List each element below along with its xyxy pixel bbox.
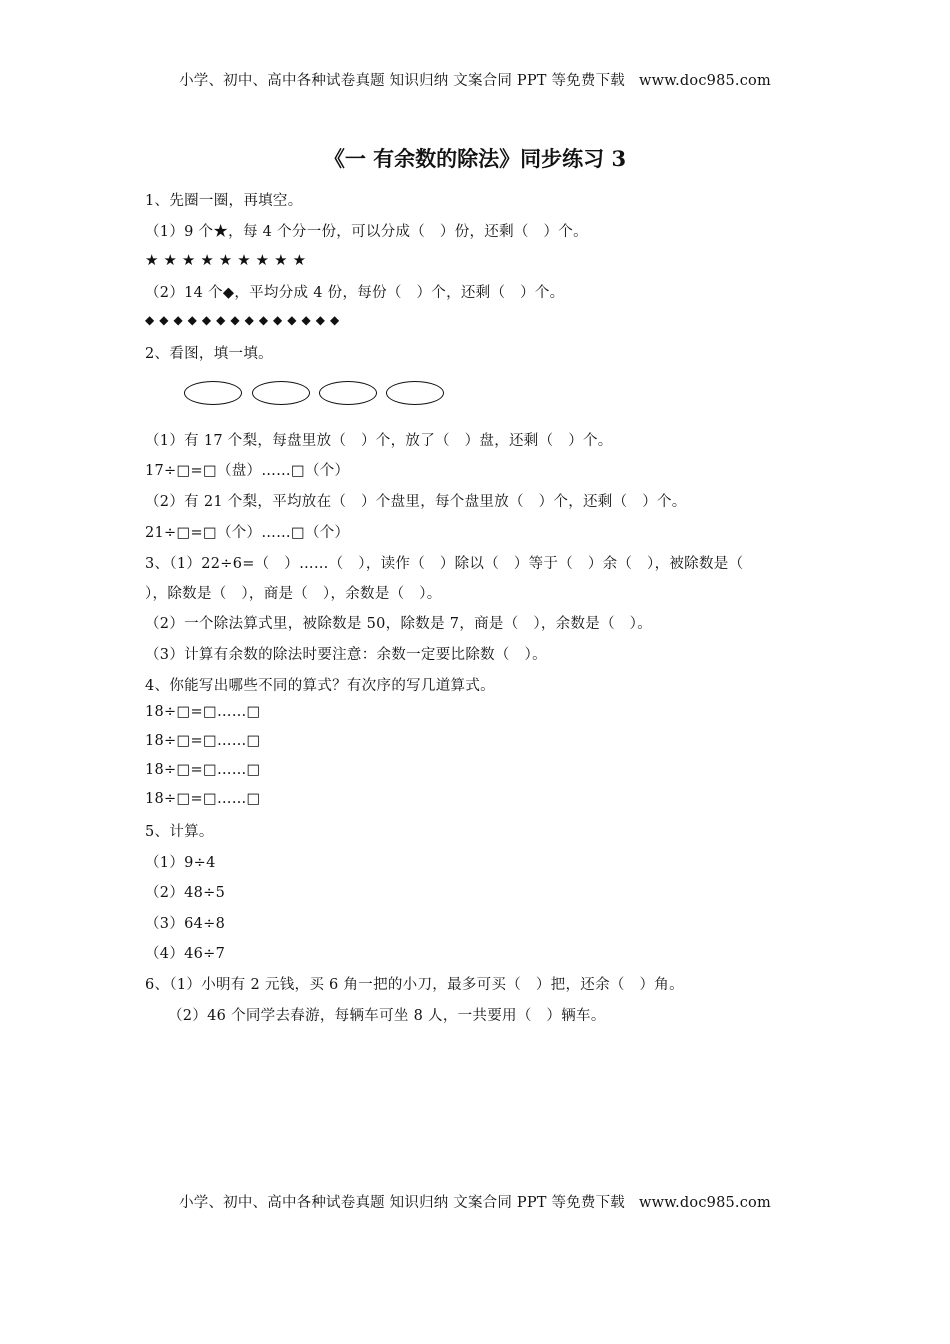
q6-part1: 6、（1）小明有 2 元钱，买 6 角一把的小刀，最多可买（ ）把，还余（ ）角。 (145, 977, 684, 993)
q4-heading: 4、你能写出哪些不同的算式？有次序的写几道算式。 (145, 678, 495, 694)
q2-part2: （2）有 21 个梨，平均放在（ ）个盘里，每个盘里放（ ）个，还剩（ ）个。 (145, 494, 687, 510)
q1-part2: （2）14 个◆，平均分成 4 份，每份（ ）个，还剩（ ）个。 (145, 285, 565, 301)
plate-oval (252, 381, 310, 405)
q3-line1: 3、（1）22÷6=（ ）……（ ），读作（ ）除以（ ）等于（ ）余（ ），被除数是（ (145, 556, 744, 572)
plate-oval (386, 381, 444, 405)
q2-equation2: 21÷□=□（个）……□（个） (145, 525, 350, 541)
page-title: 《一 有余数的除法》同步练习 3 (323, 146, 627, 171)
header-site-link[interactable]: www.doc985.com (638, 73, 771, 89)
q2-part1: （1）有 17 个梨，每盘里放（ ）个，放了（ ）盘，还剩（ ）个。 (145, 433, 613, 449)
q3-line2: ），除数是（ ），商是（ ），余数是（ ）。 (145, 586, 442, 602)
footer-text: 小学、初中、高中各种试卷真题 知识归纳 文案合同 PPT 等免费下载 (179, 1195, 625, 1211)
header-text: 小学、初中、高中各种试卷真题 知识归纳 文案合同 PPT 等免费下载 (179, 73, 625, 89)
q1-heading: 1、先圈一圈，再填空。 (145, 193, 303, 209)
q3-part2: （2）一个除法算式里，被除数是 50，除数是 7，商是（ ），余数是（ ）。 (145, 616, 653, 632)
plate-oval (319, 381, 377, 405)
q5-item: （3）64÷8 (145, 916, 226, 932)
q1-diamonds: ◆◆◆◆◆◆◆◆◆◆◆◆◆◆ (145, 313, 345, 327)
q2-equation1: 17÷□=□（盘）……□（个） (145, 463, 350, 479)
footer-site-link[interactable]: www.doc985.com (638, 1195, 771, 1211)
q4-row: 18÷□=□……□ (145, 704, 261, 720)
q5-item: （1）9÷4 (145, 855, 216, 871)
q2-heading: 2、看图，填一填。 (145, 346, 273, 362)
page-footer (0, 1191, 950, 1212)
q6-part2: （2）46 个同学去春游，每辆车可坐 8 人，一共要用（ ）辆车。 (168, 1008, 606, 1024)
q3-part3: （3）计算有余数的除法时要注意：余数一定要比除数（ ）。 (145, 647, 547, 663)
q4-row: 18÷□=□……□ (145, 791, 261, 807)
page-header (0, 69, 950, 90)
q4-row: 18÷□=□……□ (145, 733, 261, 749)
plate-oval (184, 381, 242, 405)
q1-part1: （1）9 个★，每 4 个分一份，可以分成（ ）份，还剩（ ）个。 (145, 224, 588, 240)
plates-figure (184, 381, 454, 411)
q1-stars: ★★★★★★★★★ (145, 251, 312, 269)
q4-row: 18÷□=□……□ (145, 762, 261, 778)
q5-heading: 5、计算。 (145, 824, 214, 840)
q5-item: （2）48÷5 (145, 885, 226, 901)
q5-item: （4）46÷7 (145, 946, 226, 962)
